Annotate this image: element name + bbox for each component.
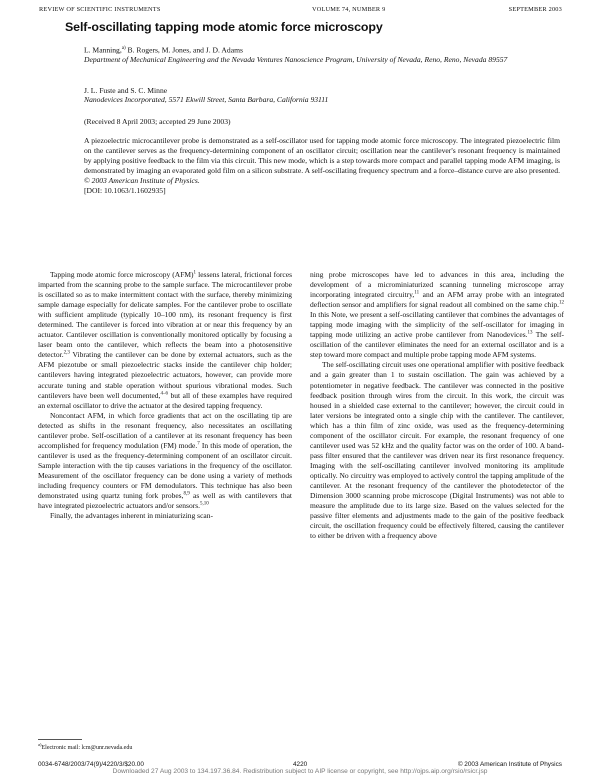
footnote-text: Electronic mail: lcm@unr.nevada.edu (41, 745, 133, 751)
author-names-1-first: L. Manning, (84, 45, 122, 55)
reference-11: 11 (414, 290, 420, 296)
footnote-mark: a) (38, 742, 42, 747)
affiliation-2: Nanodevices Incorporated, 5571 Ekwill Street, Santa Barbara, California 93111 (84, 95, 329, 105)
article-code: 0034-6748/2003/74(9)/4220/3/$20.00 (38, 761, 144, 768)
paper-title: Self-oscillating tapping mode atomic force microscopy (65, 20, 383, 34)
text-run: Tapping mode atomic force microscopy (AFM) (50, 270, 194, 279)
page-number: 4220 (293, 761, 308, 768)
download-notice: Downloaded 27 Aug 2003 to 134.197.36.84. Redistribution subject to AIP license or copyright, see http://ojps.aip.org/rsio/rsicr.jsp (112, 768, 488, 775)
reference-5-10: 5,10 (200, 501, 209, 507)
issue-date: SEPTEMBER 2003 (508, 6, 562, 13)
reference-12: 12 (559, 300, 564, 306)
text-run: lessens lateral, frictional forces imparted from the scanning probe to the sample surface. The microcantilever probe is oscillated so as to make intermittent contact with the surface, thereby minimizing sample damage especially for delicate samples. For the cantilever probe to oscillate with sufficient amplitude (typically 10–100 nm), its resonant frequency is first determined. The cantilever is forced into vibration at or near this frequency by an actuator. Cantilever oscillation is conventionally monitored optically by focusing a laser beam onto the cantilever, which reflects the beam into a photosensitive detector. (38, 270, 292, 360)
author-block-1 (84, 44, 564, 64)
reference-8-9: 8,9 (183, 491, 190, 497)
footnote-mark-a: a) (121, 46, 126, 51)
text-run: In this mode of operation, the cantilever is used as the frequency-determining component of an oscillator circuit. Sample interaction with the tip causes variations in the frequency of the oscillator. Measurement of the oscillator frequency can be done using a variety of methods including frequency counters or FM demodulators. This technique has also been demonstrated using quartz tuning fork probes, (38, 440, 292, 501)
text-run: but all of these examples have required an external oscillator to drive the actuator at the desired tapping frequency. (38, 390, 292, 410)
author-names-1 (84, 44, 564, 55)
text-run: In this Note, we present a self-oscillating cantilever that combines the advantages of tapping mode imaging with the simplicity of the self-oscillator for imaging in tapping mode utilizing an active probe cantilever from Nanodevices. (310, 310, 564, 340)
abstract (84, 136, 560, 196)
author-block-2 (84, 86, 564, 105)
right-column (310, 270, 564, 541)
reference-2-3: 2,3 (63, 350, 70, 356)
text-run: ning probe microscopes have led to advances in this area, including the development of a microminiaturized scanning tunneling microscope array incorporating integrated circuitry, (310, 270, 564, 300)
right-paragraph-1 (310, 270, 564, 360)
text-run: Noncontact AFM, in which force gradients that act on the oscillating tip are detected as shifts in the resonant frequency, also necessitates an oscillating cantilever probe. Self-oscillation of a cantilever at its resonant frequency has been accomplished for frequency modulation (FM) mode. (38, 410, 292, 450)
footnote (38, 742, 132, 751)
left-paragraph-1 (38, 270, 292, 411)
volume-number: VOLUME 74, NUMBER 9 (312, 6, 386, 13)
reference-4-6: 4–6 (160, 391, 168, 397)
reference-1: 1 (193, 270, 197, 276)
author-names-2: J. L. Fuste and S. C. Minne (84, 86, 168, 95)
author-names-1-rest: B. Rogers, M. Jones, and J. D. Adams (125, 45, 243, 55)
doi: [DOI: 10.1063/1.1602935] (84, 186, 166, 196)
text-run: The self-oscillation of the cantilever eliminates the need for an external oscillator and is a step toward more compact and multiple probe tapping mode AFM systems. (310, 330, 565, 360)
footnote-divider (38, 739, 82, 740)
text-run: and an AFM array probe with an integrated deflection sensor and amplifiers for signal readout all combined on the same chip. (310, 290, 564, 310)
reference-7: 7 (197, 441, 200, 447)
right-paragraph-2: The self-oscillating circuit uses one operational amplifier with positive feedback and a gain greater than 1 to sustain oscillation. The gain was achieved by a potentiometer in negative feedback. The cantilever was connected in the positive feedback position through wires from the circuit. In this work, the circuit was housed in a shielded case external to the cantilever; however, the circuit could in later versions be integrated onto a single chip with the cantilever. The cantilever, which has a thin film of zinc oxide, was used as the frequency-determining component of the oscillator circuit. For example, the resonant frequency of one cantilever used was 52 kHz and the quality factor was on the order of 100. A band-pass filter ensured that the cantilever was driven near its first resonance frequency. Imaging with the self-oscillating cantilever involved monitoring its amplitude optically. No circuitry was employed to actively control the tapping amplitude of the cantilever. At the resonant frequency of the cantilever the photodetector of the Dimension 3000 scanning probe microscope (Digital Instruments) was not able to measure the amplitude due to its large size. Based on the values selected for the passive filter elements and adjustments made to the gain of the positive feedback circuit, the oscillation frequency could be effectively filtered, causing the cantilever to either be driven with a frequency above (310, 360, 564, 541)
left-paragraph-3: Finally, the advantages inherent in miniaturizing scan- (50, 511, 214, 521)
journal-name: REVIEW OF SCIENTIFIC INSTRUMENTS (39, 6, 161, 13)
affiliation-1: Department of Mechanical Engineering and the Nevada Ventures Nanoscience Program, University of Nevada, Reno, Reno, Nevada 89557 (84, 54, 508, 64)
abstract-text: A piezoelectric microcantilever probe is demonstrated as a self-oscillator used for tapping mode atomic force microscopy. The integrated piezoelectric film on the cantilever serves as the frequency-determining component of an oscillator circuit; oscillation near the cantilever's resonant frequency is maintained by applying positive feedback to the film via this circuit. This new mode, which is a step towards more compact and parallel tapping mode AFM imaging, is demonstrated by imaging an evaporated gold film on a silicon substrate. A self-oscillating frequency spectrum and a force–distance curve are also presented. (84, 136, 560, 176)
left-paragraph-2 (38, 411, 292, 511)
text-run: Vibrating the cantilever can be done by external actuators, such as the AFM piezotube or small piezoelectric stacks inside the cantilever chip holder; cantilevers having integrated piezoelectric actuators, however, can provide more accurate tuning and stable operation without spurious vibrational modes. Such cantilevers have been well documented, (38, 350, 292, 400)
footer-copyright: © 2003 American Institute of Physics (457, 761, 562, 768)
received-dates: (Received 8 April 2003; accepted 29 June 2003) (84, 117, 231, 126)
abstract-copyright: © 2003 American Institute of Physics. (84, 176, 200, 186)
text-run: as well as with cantilevers that have integrated piezoelectric actuators and/or sensors. (38, 491, 292, 511)
reference-13: 13 (527, 330, 533, 336)
left-column (38, 270, 292, 521)
